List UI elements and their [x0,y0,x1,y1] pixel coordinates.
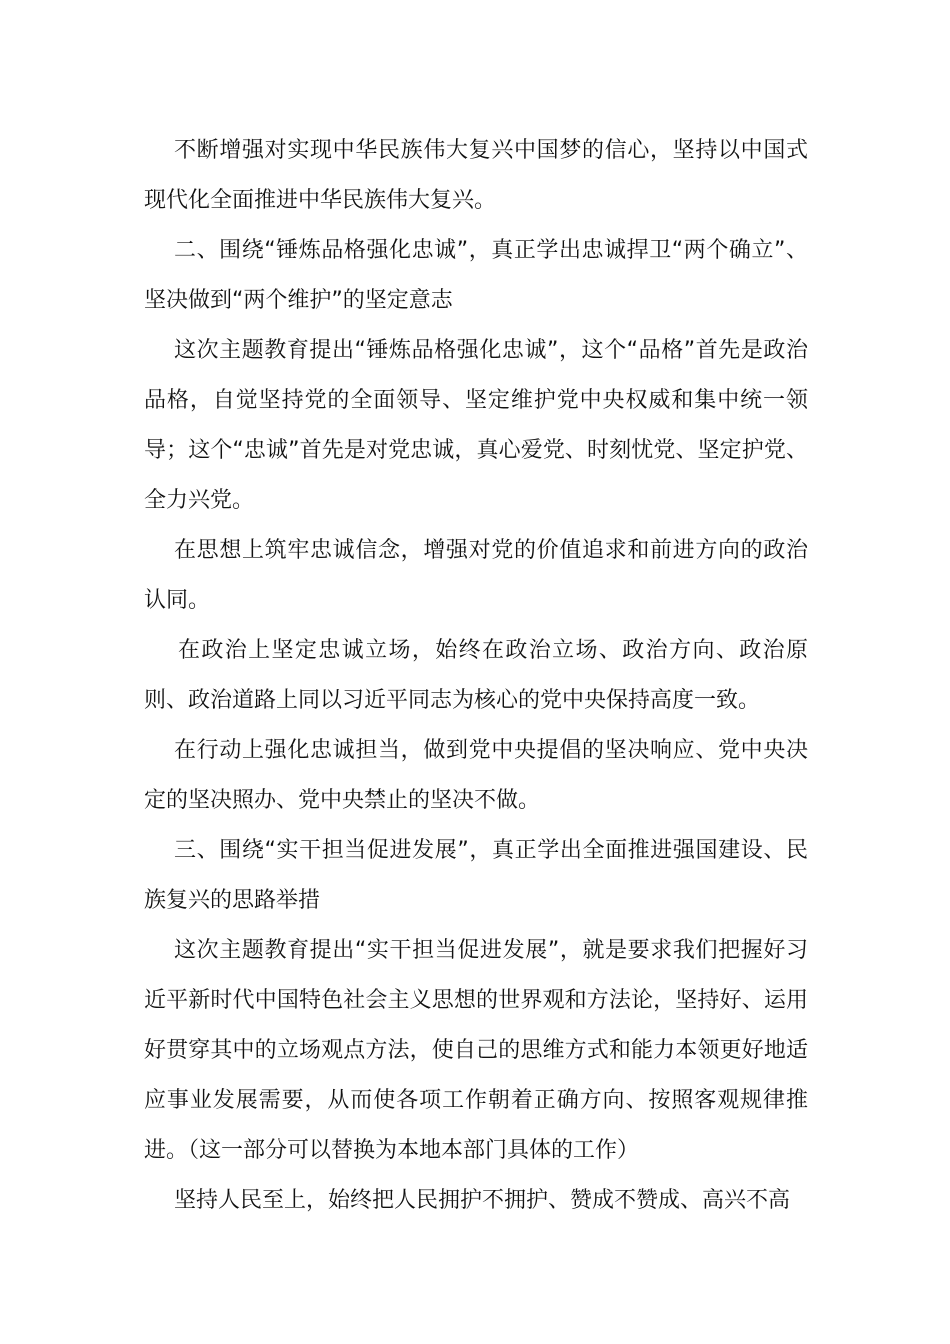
paragraph-4: 在思想上筑牢忠诚信念，增强对党的价值追求和前进方向的政治认同。 [144,538,808,613]
section-heading-2: 二、围绕“锤炼品格强化忠诚”，真正学出忠诚捍卫“两个确立”、坚决做到“两个维护”的坚定意志 [144,238,808,313]
paragraph-3: 这次主题教育提出“锤炼品格强化忠诚”，这个“品格”首先是政治品格，自觉坚持党的全面领导、坚定维护党中央权威和集中统一领导；这个“忠诚”首先是对党忠诚，真心爱党、时刻忧党、坚定护党、全力兴党。 [144,338,808,513]
document-body [144,126,808,1226]
paragraph-6: 在行动上强化忠诚担当，做到党中央提倡的坚决响应、党中央决定的坚决照办、党中央禁止的坚决不做。 [144,738,808,813]
paragraph-8: 这次主题教育提出“实干担当促进发展”，就是要求我们把握好习近平新时代中国特色社会主义思想的世界观和方法论，坚持好、运用好贯穿其中的立场观点方法，使自己的思维方式和能力本领更好地适应事业发展需要，从而使各项工作朝着正确方向、按照客观规律推进。（这一部分可以替换为本地本部门具体的工作） [144,938,808,1163]
paragraph-5: 在政治上坚定忠诚立场，始终在政治立场、政治方向、政治原则、政治道路上同以习近平同志为核心的党中央保持高度一致。 [144,638,808,713]
section-heading-3: 三、围绕“实干担当促进发展”，真正学出全面推进强国建设、民族复兴的思路举措 [144,838,808,913]
paragraph-1: 不断增强对实现中华民族伟大复兴中国梦的信心，坚持以中国式现代化全面推进中华民族伟大复兴。 [144,138,808,213]
paragraph-9: 坚持人民至上，始终把人民拥护不拥护、赞成不赞成、高兴不高 [174,1188,791,1213]
